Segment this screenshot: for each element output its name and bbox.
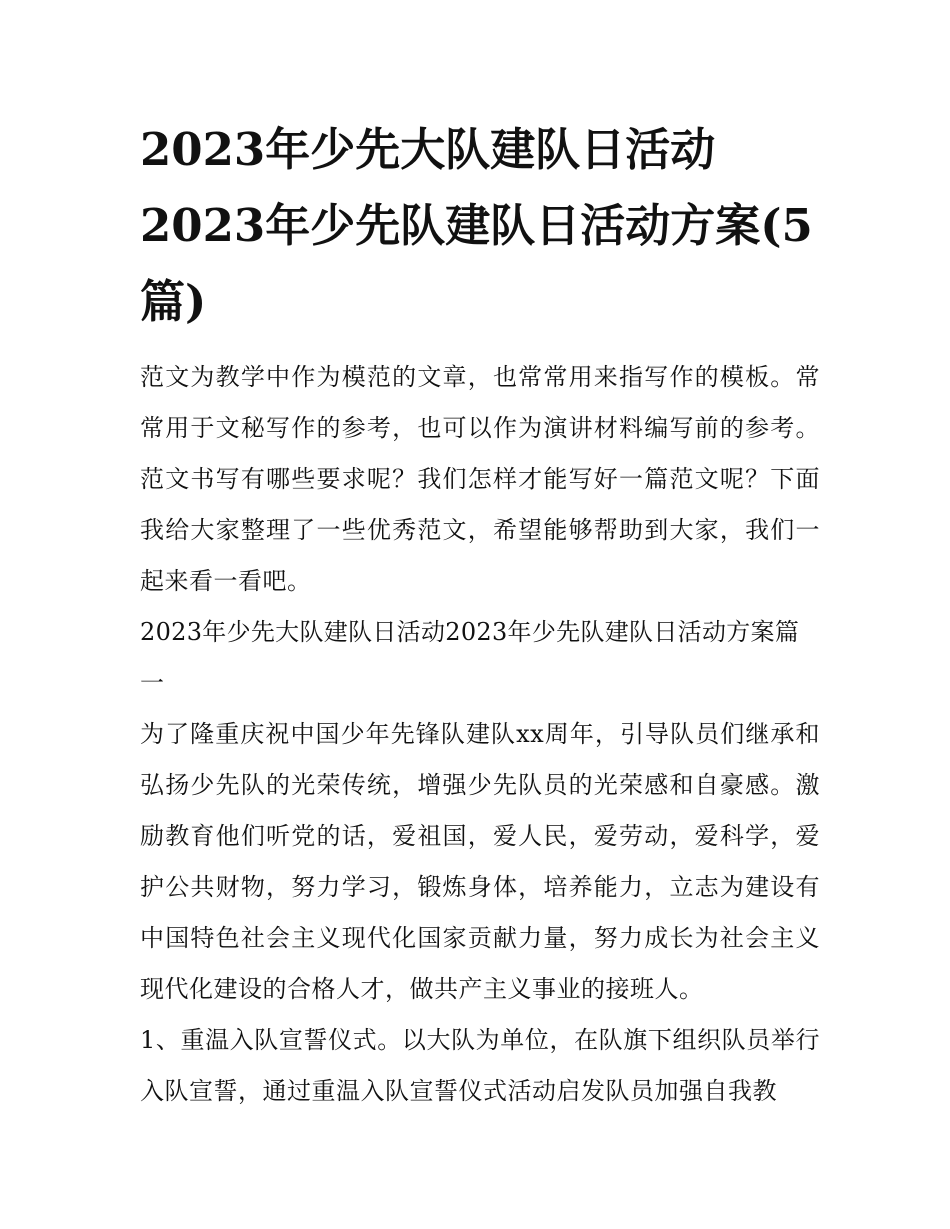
intro-paragraph: 范文为教学中作为模范的文章，也常常用来指写作的模板。常常用于文秘写作的参考，也可以作为演讲材料编写前的参考。范文书写有哪些要求呢？我们怎样才能写好一篇范文呢？下面我给大家整理了一些优秀范文，希望能够帮助到大家，我们一起来看一看吧。: [140, 363, 820, 595]
section-heading: 2023年少先大队建队日活动2023年少先队建队日活动方案篇一: [140, 618, 800, 697]
document-title: 2023年少先大队建队日活动2023年少先队建队日活动方案(5篇): [140, 123, 813, 328]
body-paragraph-1: 为了隆重庆祝中国少年先锋队建队xx周年，引导队员们继承和弘扬少先队的光荣传统，增强少先队员的光荣感和自豪感。激励教育他们听党的话，爱祖国，爱人民，爱劳动，爱科学，爱护公共财物，努力学习，锻炼身体，培养能力，立志为建设有中国特色社会主义现代化国家贡献力量，努力成长为社会主义现代化建设的合格人才，做共产主义事业的接班人。: [140, 720, 820, 1003]
body-paragraph-2: 1、重温入队宣誓仪式。以大队为单位，在队旗下组织队员举行入队宣誓，通过重温入队宣誓仪式活动启发队员加强自我教: [140, 1026, 820, 1105]
document-page: [140, 112, 820, 1117]
